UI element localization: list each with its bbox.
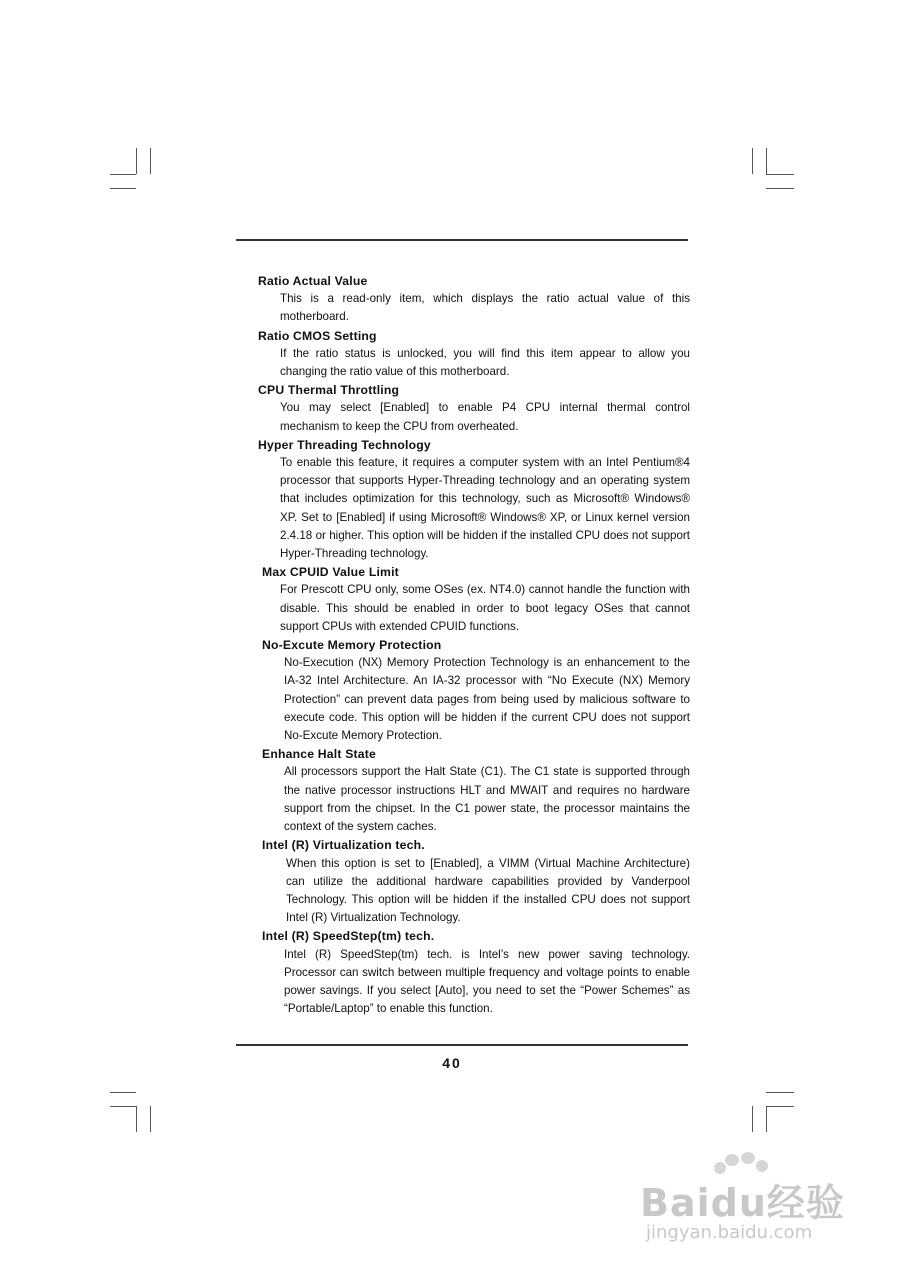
crop-mark bbox=[766, 188, 794, 189]
crop-mark bbox=[110, 174, 136, 175]
section-body-enhance-halt: All processors support the Halt State (C1). The C1 state is supported through the native processor instructions HLT and MWAIT and requires no hardware support from the chipset. In the C1 power state, the processor maintains the context of the system caches. bbox=[284, 765, 690, 834]
section-title-enhance-halt: Enhance Halt State bbox=[262, 747, 376, 762]
section-title-virtualization: Intel (R) Virtualization tech. bbox=[262, 838, 425, 853]
section-body-cpu-thermal-throttling: You may select [Enabled] to enable P4 CPU internal thermal control mechanism to keep the CPU from overheated. bbox=[280, 401, 690, 433]
crop-mark bbox=[150, 148, 151, 174]
crop-mark bbox=[766, 1092, 794, 1093]
crop-mark bbox=[752, 148, 753, 174]
crop-mark bbox=[766, 1106, 767, 1132]
crop-mark bbox=[110, 1092, 136, 1093]
watermark-url: jingyan.baidu.com bbox=[646, 1222, 813, 1243]
section-body-hyper-threading: To enable this feature, it requires a computer system with an Intel Pentium®4 processor that supports Hyper-Threading technology and an operating system that includes optimization for this technology, such as Microsoft® Windows® XP. Set to [Enabled] if using Microsoft® Windows® XP, or Linux kernel version 2.4.18 or higher. This option will be hidden if the installed CPU does not support Hyper-Threading technology. bbox=[280, 456, 690, 561]
baidu-watermark bbox=[640, 1150, 870, 1250]
crop-mark bbox=[136, 1106, 137, 1132]
watermark-logo-text: Baidu经验 bbox=[640, 1181, 845, 1225]
section-body-ratio-actual-value: This is a read-only item, which displays the ratio actual value of this motherboard. bbox=[280, 292, 690, 324]
section-title-cpu-thermal-throttling: CPU Thermal Throttling bbox=[258, 383, 400, 398]
section-body-max-cpuid: For Prescott CPU only, some OSes (ex. NT4.0) cannot handle the function with disable. This should be enabled in order to boot legacy OSes that cannot support CPUs with extended CPUID functions. bbox=[280, 583, 690, 633]
section-title-hyper-threading: Hyper Threading Technology bbox=[258, 437, 431, 452]
crop-mark bbox=[136, 148, 137, 174]
section-title-ratio-cmos-setting: Ratio CMOS Setting bbox=[258, 328, 377, 343]
top-rule bbox=[236, 239, 688, 241]
bottom-rule bbox=[236, 1044, 688, 1046]
section-body-virtualization: When this option is set to [Enabled], a VIMM (Virtual Machine Architecture) can utilize the additional hardware capabilities provided by Vanderpool Technology. This option will be hidden if the installed CPU does not support Intel (R) Virtualization Technology. bbox=[286, 856, 690, 925]
section-title-max-cpuid: Max CPUID Value Limit bbox=[262, 565, 399, 580]
section-title-speedstep: Intel (R) SpeedStep(tm) tech. bbox=[262, 929, 435, 944]
crop-mark bbox=[766, 1106, 794, 1107]
crop-mark bbox=[110, 1106, 136, 1107]
document-body bbox=[258, 272, 690, 1018]
crop-mark bbox=[752, 1106, 753, 1132]
section-title-ratio-actual-value: Ratio Actual Value bbox=[258, 274, 368, 288]
section-title-no-execute: No-Excute Memory Protection bbox=[262, 638, 442, 653]
section-body-speedstep: Intel (R) SpeedStep(tm) tech. is Intel’s new power saving technology. Processor can switch between multiple frequency and voltage points to enable power savings. If you select [Auto], you need to set the “Power Schemes” as “Portable/Laptop” to enable this function. bbox=[284, 947, 690, 1016]
crop-mark bbox=[150, 1106, 151, 1132]
section-body-no-execute: No-Execution (NX) Memory Protection Technology is an enhancement to the IA-32 Intel Architecture. An IA-32 processor with “No Execute (NX) Memory Protection” can prevent data pages from being used by malicious software to execute code. This option will be hidden if the current CPU does not support No-Excute Memory Protection. bbox=[284, 656, 690, 743]
section-body-ratio-cmos-setting: If the ratio status is unlocked, you will find this item appear to allow you changing the ratio value of this motherboard. bbox=[280, 346, 690, 379]
page-number: 40 bbox=[442, 1055, 462, 1071]
crop-mark bbox=[766, 174, 794, 175]
crop-mark bbox=[110, 188, 136, 189]
crop-mark bbox=[766, 148, 767, 174]
